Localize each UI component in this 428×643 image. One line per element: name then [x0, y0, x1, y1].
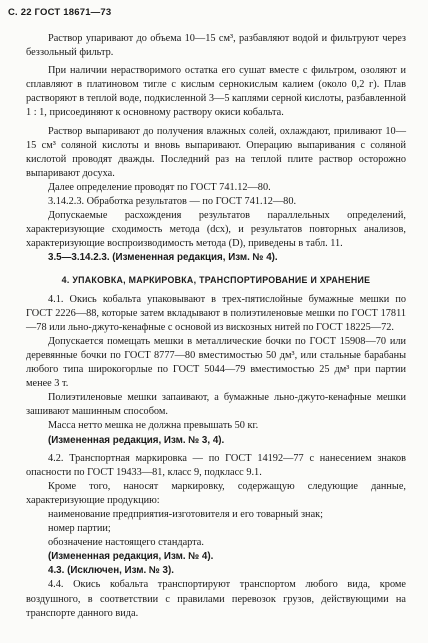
paragraph: 3.14.2.3. Обработка результатов — по ГОСТ 741.12—80.	[48, 196, 297, 208]
paragraph: Раствор выпаривают до получения влажных солей, охлаждают, приливают 10—15 см³ соляной кислоты и вновь выпаривают. Операцию выпаривания с соляной кислотой проводят дважды. Последний раз на теплой плите раствор осторожно выпаривают досуха.	[26, 125, 406, 179]
section-heading: 4. УПАКОВКА, МАРКИРОВКА, ТРАНСПОРТИРОВАНИЕ И ХРАНЕНИЕ	[61, 274, 371, 285]
amendment-note: 3.5—3.14.2.3. (Измененная редакция, Изм. № 4).	[48, 252, 278, 264]
page-header: С. 22 ГОСТ 18671—73	[8, 7, 112, 18]
paragraph: Полиэтиленовые мешки запаивают, а бумажные льно-джуто-кенафные мешки зашивают машинным способом.	[26, 392, 406, 418]
paragraph: Далее определение проводят по ГОСТ 741.12—80.	[48, 181, 271, 193]
document-body	[26, 32, 406, 621]
paragraph: Раствор упаривают до объема 10—15 см³, разбавляют водой и фильтруют через беззольный фильтр.	[26, 33, 406, 59]
amendment-note: 4.3. (Исключен, Изм. № 3).	[48, 565, 174, 577]
list-item: номер партии;	[48, 523, 111, 535]
amendment-note: (Измененная редакция, Изм. № 4).	[48, 551, 214, 563]
paragraph: При наличии нерастворимого остатка его сушат вместе с фильтром, озоляют и сплавляют в платиновом тигле с кислым сернокислым калием (около 0,2 г). Плав растворяют в теплой воде, подкисленной 3—5 каплями серной кислоты, разбавленной 1 : 1, присоединяют к основному раствору окиси кобальта.	[26, 65, 406, 119]
paragraph: 4.1. Окись кобальта упаковывают в трех-пятислойные бумажные мешки по ГОСТ 2226—88, которые затем вкладывают в полиэтиленовые мешки по ГОСТ 17811—78 или льно-джуто-кенафные с основой из вискозных нитей по ГОСТ 18225—72.	[26, 293, 406, 333]
paragraph: Допускаемые расхождения результатов параллельных определений, характеризующие сходимость метода (dсх), и результатов повторных анализов, характеризующие воспроизводимость метода (D), приведены в табл. 11.	[26, 210, 406, 250]
paragraph: 4.2. Транспортная маркировка — по ГОСТ 14192—77 с нанесением знаков опасности по ГОСТ 19433—81, класс 9, подкласс 9.1.	[26, 452, 406, 478]
amendment-note: (Измененная редакция, Изм. № 3, 4).	[48, 434, 225, 446]
paragraph: Кроме того, наносят маркировку, содержащую следующие данные, характеризующие продукцию:	[26, 480, 406, 506]
paragraph: Масса нетто мешка не должна превышать 50 кг.	[48, 420, 259, 432]
paragraph: Допускается помещать мешки в металлические бочки по ГОСТ 15908—70 или деревянные бочки по ГОСТ 8777—80 вместимостью 50 дм³, или стальные барабаны любого типа широкогорлые по ГОСТ 5044—79 вместимостью 25 дм³ при партии менее 3 т.	[26, 335, 406, 390]
list-item: обозначение настоящего стандарта.	[48, 537, 204, 549]
paragraph: 4.4. Окись кобальта транспортируют транспортом любого вида, кроме воздушного, в соответствии с правилами перевозок грузов, действующими на транспорте данного вида.	[26, 579, 406, 619]
list-item: наименование предприятия-изготовителя и его товарный знак;	[48, 509, 323, 520]
